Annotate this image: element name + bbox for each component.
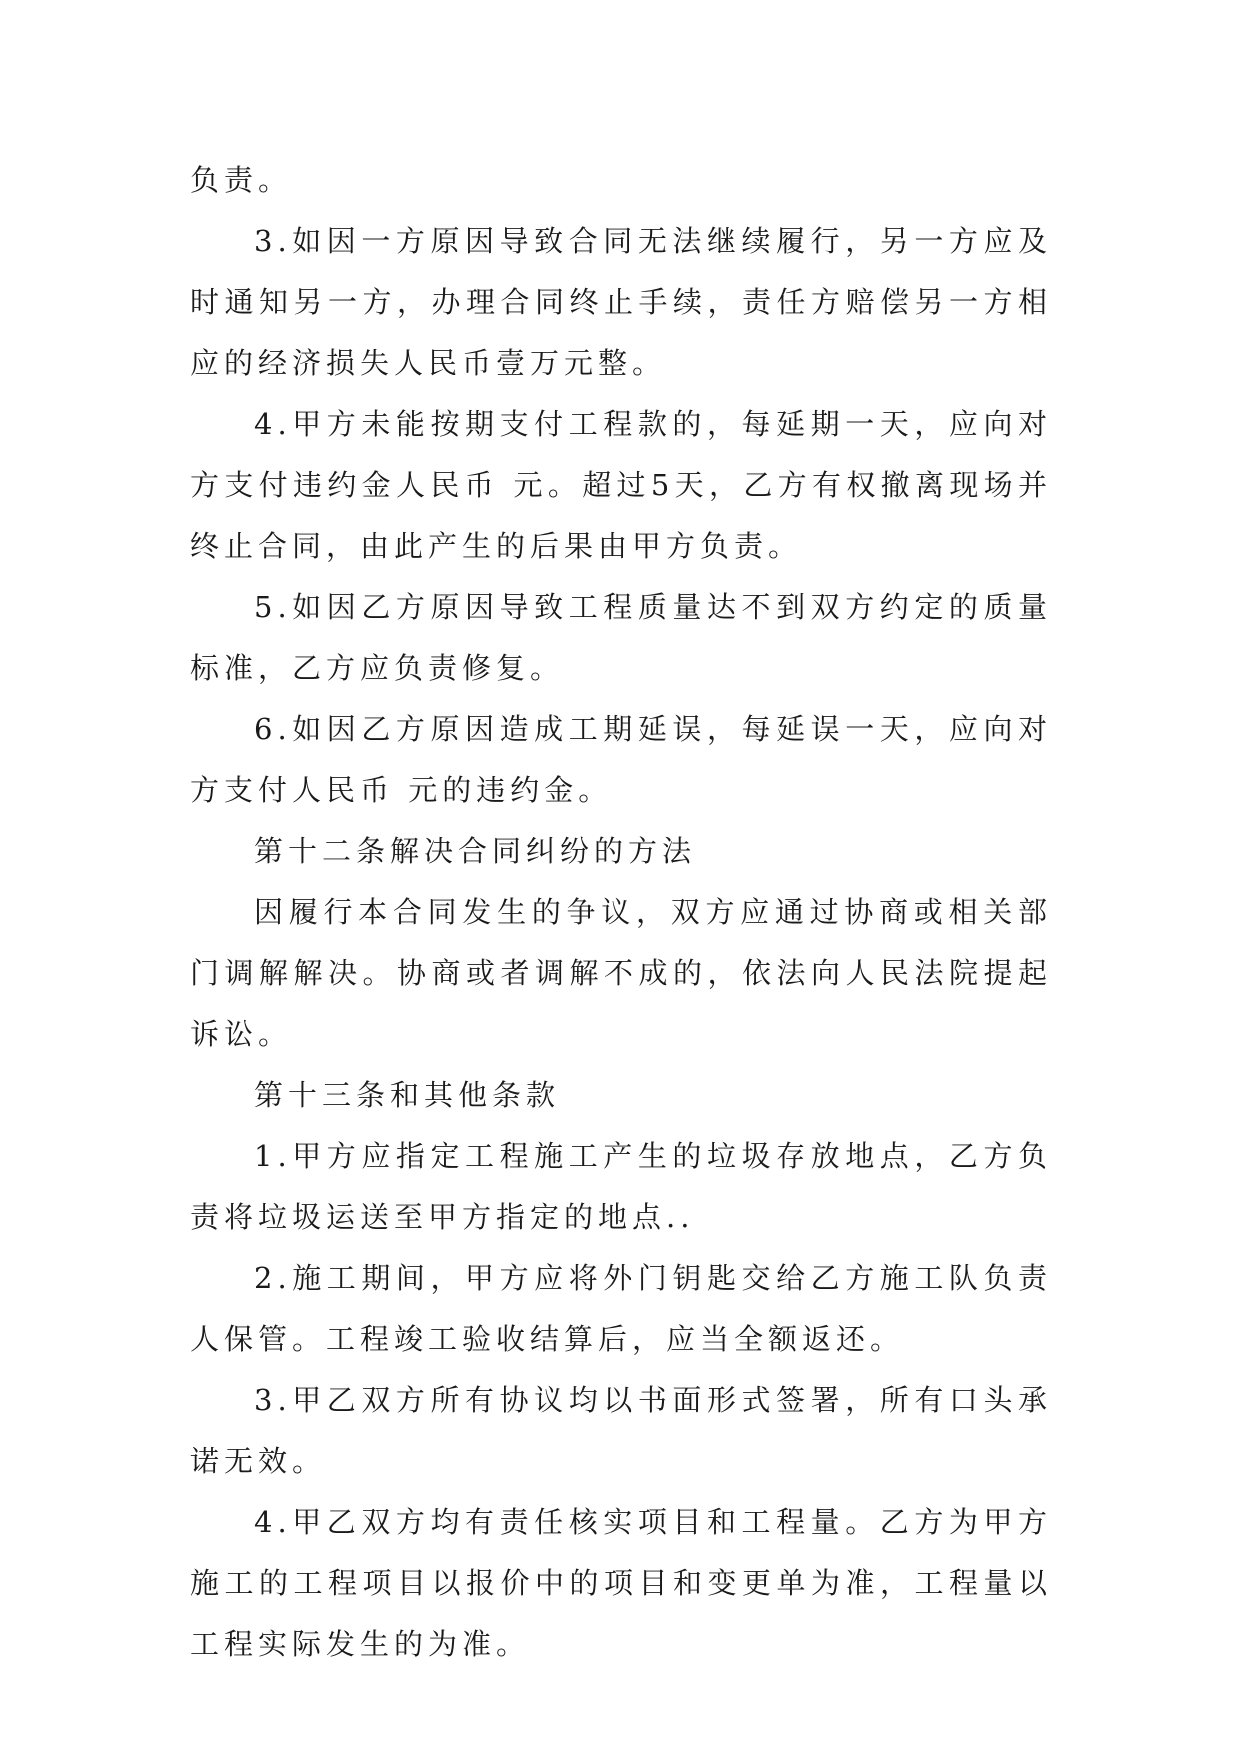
paragraph-clause-5-quality: 5.如因乙方原因导致工程质量达不到双方约定的质量标准，乙方应负责修复。 [190, 590, 1052, 685]
section-heading-article-12: 第十二条解决合同纠纷的方法 [254, 834, 697, 868]
paragraph-continuation: 负责。 [190, 163, 293, 197]
document-body [190, 150, 1052, 1675]
paragraph-other-3-written-agreements: 3.甲乙双方所有协议均以书面形式签署，所有口头承诺无效。 [190, 1383, 1052, 1478]
paragraph-clause-4-payment-delay: 4.甲方未能按期支付工程款的，每延期一天，应向对方支付违约金人民币 元。超过5天，乙方有权撤离现场并终止合同，由此产生的后果由甲方负责。 [190, 407, 1052, 563]
section-heading-article-13: 第十三条和其他条款 [254, 1078, 561, 1112]
paragraph-clause-6-schedule-delay: 6.如因乙方原因造成工期延误，每延误一天，应向对方支付人民币 元的违约金。 [190, 712, 1052, 807]
paragraph-dispute-resolution: 因履行本合同发生的争议，双方应通过协商或相关部门调解解决。协商或者调解不成的，依法向人民法院提起诉讼。 [190, 895, 1052, 1051]
paragraph-other-2-keys: 2.施工期间，甲方应将外门钥匙交给乙方施工队负责人保管。工程竣工验收结算后，应当全额返还。 [190, 1261, 1052, 1356]
paragraph-clause-3-termination: 3.如因一方原因导致合同无法继续履行，另一方应及时通知另一方，办理合同终止手续，责任方赔偿另一方相应的经济损失人民币壹万元整。 [190, 224, 1052, 380]
paragraph-other-4-quantities: 4.甲乙双方均有责任核实项目和工程量。乙方为甲方施工的工程项目以报价中的项目和变更单为准，工程量以工程实际发生的为准。 [190, 1505, 1052, 1661]
paragraph-other-1-waste: 1.甲方应指定工程施工产生的垃圾存放地点，乙方负责将垃圾运送至甲方指定的地点.. [190, 1139, 1052, 1234]
